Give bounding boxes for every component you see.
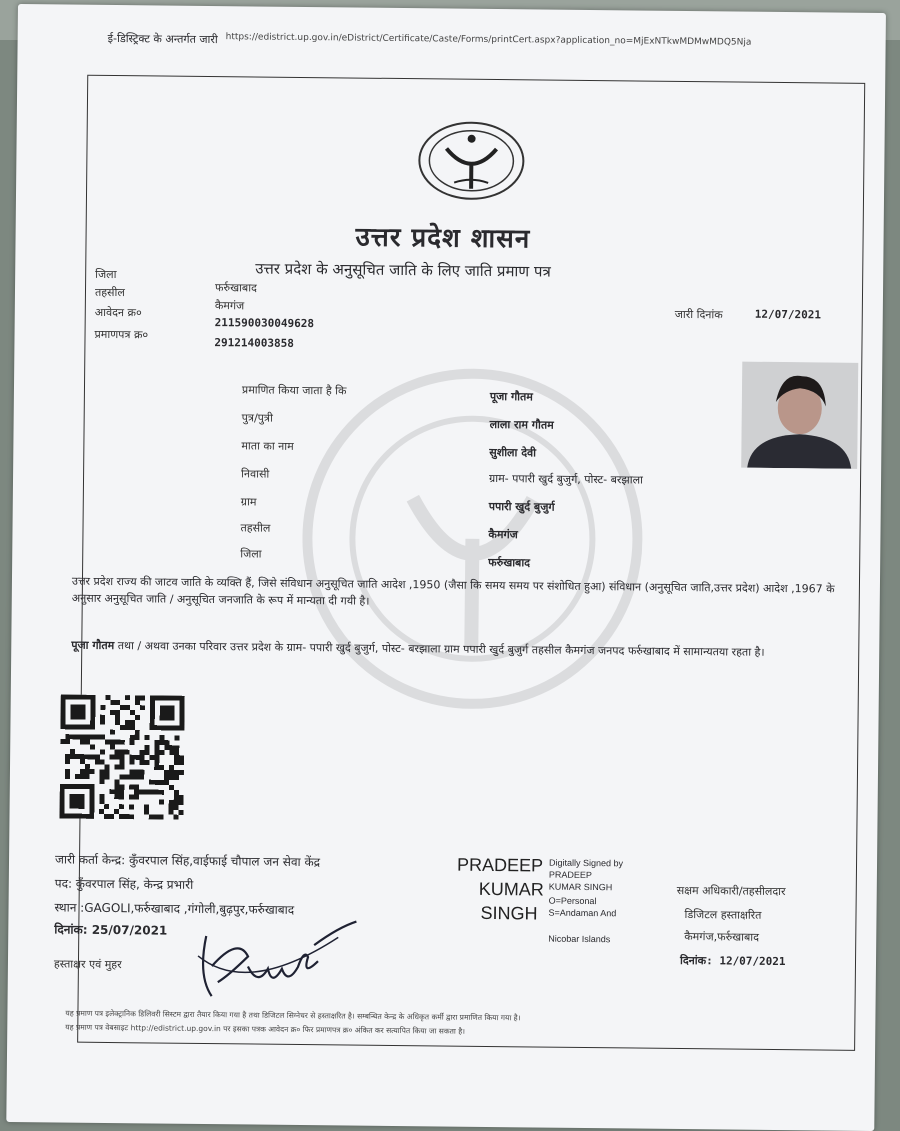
detail-label: ग्राम (241, 494, 257, 509)
fine-print-line1: यह प्रमाण पत्र इलेक्ट्रानिक डिलिवरी सिस्टम द्वारा तैयार किया गया है तथा डिजिटल सिग्नेचर से हस्ताक्षरित है। सम्बन्धित केन्द्र के अधिकृत कर्मी द्वारा प्रमाणित किया गया है। (65, 1009, 520, 1024)
detail-value: ग्राम- पपारी खुर्द बुजुर्ग, पोस्ट- बरझाला (489, 471, 643, 488)
digital-signature-text1: Digitally Signed by (549, 858, 623, 870)
print-url: https://edistrict.up.gov.in/eDistrict/Certificate/Caste/Forms/printCert.aspx?application_no=MjExNTkwMDMwMDQ5Nja (226, 32, 752, 48)
detail-value: पपारी खुर्द बुजुर्ग (489, 499, 555, 515)
applicant-photo (741, 362, 858, 469)
up-emblem-icon (416, 120, 527, 201)
detail-label: जिला (240, 546, 261, 561)
signer-name-line3: SINGH (480, 903, 537, 925)
emblem-watermark (300, 347, 644, 731)
detail-value: कैमगंज (488, 527, 518, 542)
authority-place: कैमगंज,फर्रुखाबाद (684, 929, 759, 945)
sign-seal-label: हस्ताक्षर एवं मुहर (54, 956, 122, 972)
detail-label: पुत्र/पुत्री (242, 410, 273, 425)
issued-under-text: ई-डिस्ट्रिक्ट के अन्तर्गत जारी (108, 31, 218, 47)
district-label: जिला (95, 267, 116, 282)
authority-date: दिनांक: 12/07/2021 (680, 953, 786, 969)
residence-name: पूजा गौतम (71, 639, 114, 652)
issuing-centre: जारी कर्ता केन्द्र: कुँवरपाल सिंह,वाईफाई चौपाल जन सेवा केंद्र (55, 850, 320, 870)
document-title: उत्तर प्रदेश शासन (355, 218, 530, 256)
detail-value: पूजा गौतम (490, 389, 533, 404)
detail-label: निवासी (241, 466, 269, 481)
detail-label: प्रमाणित किया जाता है कि (242, 382, 347, 398)
application-label: आवेदन क्र० (95, 305, 142, 320)
certificate-label: प्रमाणपत्र क्र० (94, 327, 148, 343)
issue-date-label: जारी दिनांक (675, 307, 723, 323)
qr-code (59, 694, 184, 819)
authority-title: सक्षम अधिकारी/तहसीलदार (677, 883, 786, 899)
issuing-post: पद: कुँवरपाल सिंह, केन्द्र प्रभारी (55, 874, 194, 892)
detail-label: माता का नाम (241, 438, 294, 454)
digital-signature-text5: S=Andaman And (548, 908, 616, 920)
detail-label: तहसील (240, 520, 270, 535)
detail-value: लाला राम गौतम (490, 417, 554, 433)
detail-value: फर्रुखाबाद (488, 555, 530, 570)
handwritten-signature (188, 916, 359, 1008)
digital-signature-text6: Nicobar Islands (548, 934, 610, 946)
digital-signature-text4: O=Personal (549, 896, 597, 907)
authority-subtitle: डिजिटल हस्ताक्षरित (684, 907, 761, 923)
residence-text: तथा / अथवा उनका परिवार उत्तर प्रदेश के ग्राम- पपारी खुर्द बुजुर्ग, पोस्ट- बरझाला ग्राम पपारी खुर्द बुजुर्ग तहसील कैमगंज जनपद फर्रुखाबाद में सामान्यतया रहता है। (114, 639, 764, 659)
detail-value: सुशीला देवी (489, 445, 536, 460)
certificate-number: 291214003858 (214, 336, 294, 350)
signer-name-line1: PRADEEP (457, 855, 543, 877)
issuing-place: स्थान :GAGOLI,फर्रुखाबाद ,गंगोली,बुढ़पुर,फर्रुखाबाद (54, 898, 294, 918)
signer-name-line2: KUMAR (479, 879, 544, 901)
fine-print-line2: यह प्रमाण पत्र वेबसाइट http://edistrict.up.gov.in पर इसका पत्रक आवेदन क्र० फिर प्रमाणपत्र क्र० अंकित कर सत्यापित किया जा सकता है। (65, 1023, 465, 1037)
digital-signature-text2: PRADEEP (549, 870, 592, 881)
tehsil-value: कैमगंज (215, 298, 245, 313)
caste-statement: उत्तर प्रदेश राज्य की जाटव जाति के व्यक्ति हैं, जिसे संविधान अनुसूचित जाति आदेश ,1950 (जैसा कि समय समय पर संशोधित हुआ) संविधान (अनुसूचित जाति,उत्तर प्रदेश) आदेश ,1967 के अनुसार अनुसूचित जाति / अनुसूचित जनजाति के रूप में मान्यता दी गयी है। (72, 573, 862, 615)
certificate-paper (6, 4, 886, 1131)
tehsil-label: तहसील (95, 285, 125, 300)
issue-date-value: 12/07/2021 (755, 308, 821, 322)
district-value: फर्रुखाबाद (215, 280, 257, 295)
application-number: 211590030049628 (215, 316, 314, 330)
document-subtitle: उत्तर प्रदेश के अनुसूचित जाति के लिए जाति प्रमाण पत्र (255, 258, 551, 281)
digital-signature-text3: KUMAR SINGH (549, 882, 613, 894)
issuing-date: दिनांक: 25/07/2021 (54, 920, 167, 938)
